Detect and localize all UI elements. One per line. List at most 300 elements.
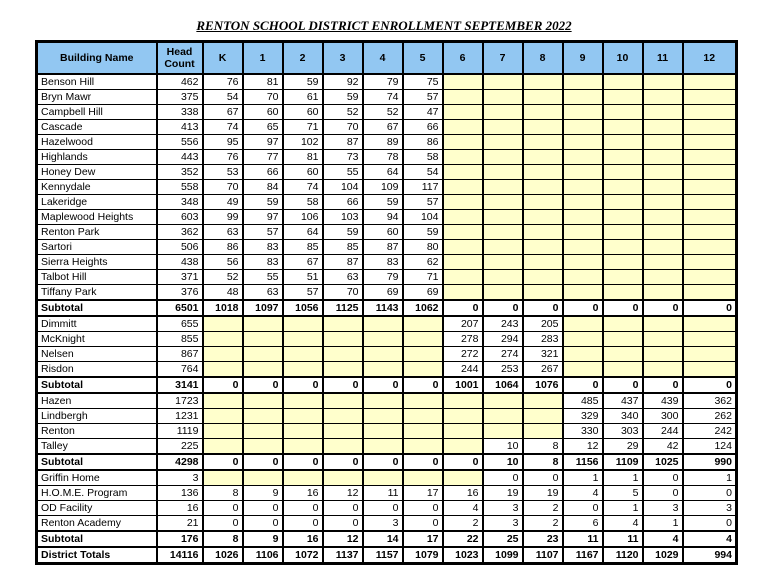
grade-cell: 1029	[643, 547, 683, 564]
column-header-11: 11	[643, 42, 683, 75]
table-row	[37, 240, 737, 255]
building-name-cell: Campbell Hill	[37, 105, 157, 120]
grade-cell: 109	[363, 180, 403, 195]
total-row	[37, 531, 737, 547]
grade-cell: 1120	[603, 547, 643, 564]
grade-cell: 74	[203, 120, 243, 135]
grade-cell: 54	[403, 165, 443, 180]
empty-grade-cell	[443, 439, 483, 455]
column-header-k: K	[203, 42, 243, 75]
empty-grade-cell	[683, 240, 737, 255]
grade-cell: 329	[563, 409, 603, 424]
grade-cell: 67	[203, 105, 243, 120]
grade-cell: 0	[523, 470, 563, 486]
grade-cell: 67	[283, 255, 323, 270]
grade-cell: 55	[323, 165, 363, 180]
grade-cell: 87	[323, 255, 363, 270]
grade-cell: 1056	[283, 300, 323, 316]
total-row	[37, 300, 737, 316]
grade-cell: 117	[403, 180, 443, 195]
grade-cell: 0	[283, 516, 323, 532]
grade-cell: 81	[243, 74, 283, 90]
grade-cell: 19	[523, 486, 563, 501]
grade-cell: 3	[483, 501, 523, 516]
building-name-cell: Risdon	[37, 362, 157, 378]
empty-grade-cell	[563, 270, 603, 285]
grade-cell: 0	[403, 501, 443, 516]
head-count-cell: 3141	[157, 377, 203, 393]
grade-cell: 63	[323, 270, 363, 285]
head-count-cell: 176	[157, 531, 203, 547]
empty-grade-cell	[683, 195, 737, 210]
empty-grade-cell	[523, 150, 563, 165]
empty-grade-cell	[683, 150, 737, 165]
grade-cell: 1143	[363, 300, 403, 316]
empty-grade-cell	[243, 470, 283, 486]
grade-cell: 57	[243, 225, 283, 240]
empty-grade-cell	[683, 225, 737, 240]
empty-grade-cell	[563, 332, 603, 347]
table-row	[37, 90, 737, 105]
empty-grade-cell	[243, 332, 283, 347]
empty-grade-cell	[603, 255, 643, 270]
empty-grade-cell	[323, 470, 363, 486]
table-row	[37, 516, 737, 532]
empty-grade-cell	[643, 347, 683, 362]
empty-grade-cell	[443, 150, 483, 165]
building-name-cell: Subtotal	[37, 454, 157, 470]
empty-grade-cell	[203, 393, 243, 409]
grade-cell: 0	[643, 486, 683, 501]
grade-cell: 0	[483, 470, 523, 486]
grade-cell: 3	[683, 501, 737, 516]
empty-grade-cell	[683, 362, 737, 378]
empty-grade-cell	[443, 225, 483, 240]
grade-cell: 8	[523, 439, 563, 455]
grade-cell: 0	[683, 377, 737, 393]
column-header-6: 6	[443, 42, 483, 75]
table-row	[37, 501, 737, 516]
empty-grade-cell	[643, 150, 683, 165]
empty-grade-cell	[523, 285, 563, 301]
grade-cell: 69	[363, 285, 403, 301]
empty-grade-cell	[563, 347, 603, 362]
grade-cell: 439	[643, 393, 683, 409]
head-count-cell: 556	[157, 135, 203, 150]
empty-grade-cell	[363, 347, 403, 362]
empty-grade-cell	[363, 409, 403, 424]
grade-cell: 59	[363, 195, 403, 210]
head-count-cell: 6501	[157, 300, 203, 316]
head-count-cell: 855	[157, 332, 203, 347]
grade-cell: 63	[243, 285, 283, 301]
grade-cell: 64	[283, 225, 323, 240]
grade-cell: 1	[683, 470, 737, 486]
empty-grade-cell	[603, 362, 643, 378]
grade-cell: 66	[403, 120, 443, 135]
grade-cell: 0	[403, 454, 443, 470]
grade-cell: 70	[323, 120, 363, 135]
grade-cell: 83	[243, 240, 283, 255]
grade-cell: 83	[363, 255, 403, 270]
empty-grade-cell	[443, 165, 483, 180]
empty-grade-cell	[523, 74, 563, 90]
empty-grade-cell	[563, 195, 603, 210]
empty-grade-cell	[603, 180, 643, 195]
grade-cell: 278	[443, 332, 483, 347]
grade-cell: 0	[203, 501, 243, 516]
empty-grade-cell	[243, 316, 283, 332]
empty-grade-cell	[483, 240, 523, 255]
empty-grade-cell	[483, 195, 523, 210]
empty-grade-cell	[683, 120, 737, 135]
empty-grade-cell	[523, 393, 563, 409]
building-name-cell: Highlands	[37, 150, 157, 165]
column-header-2: 2	[283, 42, 323, 75]
empty-grade-cell	[403, 316, 443, 332]
empty-grade-cell	[523, 105, 563, 120]
grade-cell: 76	[203, 150, 243, 165]
grade-cell: 79	[363, 74, 403, 90]
empty-grade-cell	[443, 255, 483, 270]
grade-cell: 1079	[403, 547, 443, 564]
grade-cell: 0	[363, 501, 403, 516]
grade-cell: 42	[643, 439, 683, 455]
grade-cell: 0	[523, 300, 563, 316]
building-name-cell: Tiffany Park	[37, 285, 157, 301]
grade-cell: 0	[683, 300, 737, 316]
grade-cell: 57	[403, 90, 443, 105]
head-count-cell: 438	[157, 255, 203, 270]
empty-grade-cell	[563, 105, 603, 120]
grade-cell: 3	[483, 516, 523, 532]
grade-cell: 124	[683, 439, 737, 455]
grade-cell: 0	[323, 501, 363, 516]
empty-grade-cell	[243, 409, 283, 424]
grade-cell: 1137	[323, 547, 363, 564]
grade-cell: 3	[363, 516, 403, 532]
empty-grade-cell	[563, 74, 603, 90]
empty-grade-cell	[443, 74, 483, 90]
column-header-4: 4	[363, 42, 403, 75]
grade-cell: 55	[243, 270, 283, 285]
grade-cell: 102	[283, 135, 323, 150]
grade-cell: 0	[283, 501, 323, 516]
grade-cell: 75	[403, 74, 443, 90]
empty-grade-cell	[483, 270, 523, 285]
empty-grade-cell	[603, 135, 643, 150]
building-name-cell: Subtotal	[37, 377, 157, 393]
grade-cell: 4	[683, 531, 737, 547]
empty-grade-cell	[563, 165, 603, 180]
grade-cell: 0	[283, 454, 323, 470]
grade-cell: 362	[683, 393, 737, 409]
grade-cell: 207	[443, 316, 483, 332]
grade-cell: 1001	[443, 377, 483, 393]
empty-grade-cell	[563, 120, 603, 135]
grade-cell: 253	[483, 362, 523, 378]
empty-grade-cell	[443, 180, 483, 195]
grade-cell: 47	[403, 105, 443, 120]
table-row	[37, 165, 737, 180]
grade-cell: 8	[523, 454, 563, 470]
grade-cell: 60	[283, 165, 323, 180]
grade-cell: 340	[603, 409, 643, 424]
total-row	[37, 454, 737, 470]
grade-cell: 58	[283, 195, 323, 210]
enrollment-table	[35, 40, 738, 565]
grade-cell: 70	[243, 90, 283, 105]
head-count-cell: 376	[157, 285, 203, 301]
head-count-cell: 136	[157, 486, 203, 501]
grade-cell: 60	[283, 105, 323, 120]
empty-grade-cell	[523, 225, 563, 240]
grade-cell: 0	[363, 454, 403, 470]
empty-grade-cell	[683, 180, 737, 195]
head-count-cell: 506	[157, 240, 203, 255]
empty-grade-cell	[643, 90, 683, 105]
table-row	[37, 120, 737, 135]
table-row	[37, 347, 737, 362]
head-count-cell: 603	[157, 210, 203, 225]
empty-grade-cell	[563, 285, 603, 301]
grade-cell: 52	[363, 105, 403, 120]
building-name-cell: Hazen	[37, 393, 157, 409]
grade-cell: 69	[403, 285, 443, 301]
grade-cell: 3	[643, 501, 683, 516]
head-count-cell: 375	[157, 90, 203, 105]
empty-grade-cell	[563, 90, 603, 105]
empty-grade-cell	[683, 285, 737, 301]
empty-grade-cell	[683, 347, 737, 362]
empty-grade-cell	[243, 439, 283, 455]
grade-cell: 19	[483, 486, 523, 501]
head-count-cell: 352	[157, 165, 203, 180]
empty-grade-cell	[483, 90, 523, 105]
building-name-cell: Benson Hill	[37, 74, 157, 90]
grade-cell: 23	[523, 531, 563, 547]
empty-grade-cell	[283, 332, 323, 347]
grade-cell: 1026	[203, 547, 243, 564]
grade-cell: 0	[443, 454, 483, 470]
grade-cell: 262	[683, 409, 737, 424]
grade-cell: 321	[523, 347, 563, 362]
empty-grade-cell	[323, 439, 363, 455]
grade-cell: 243	[483, 316, 523, 332]
grade-cell: 1106	[243, 547, 283, 564]
empty-grade-cell	[563, 316, 603, 332]
building-name-cell: McKnight	[37, 332, 157, 347]
column-header-8: 8	[523, 42, 563, 75]
empty-grade-cell	[643, 180, 683, 195]
grade-cell: 63	[203, 225, 243, 240]
grade-cell: 1018	[203, 300, 243, 316]
grade-cell: 60	[363, 225, 403, 240]
table-row	[37, 74, 737, 90]
grade-cell: 0	[203, 516, 243, 532]
column-header-9: 9	[563, 42, 603, 75]
grade-cell: 9	[243, 486, 283, 501]
empty-grade-cell	[643, 165, 683, 180]
empty-grade-cell	[603, 210, 643, 225]
grade-cell: 85	[323, 240, 363, 255]
empty-grade-cell	[603, 347, 643, 362]
head-count-cell: 14116	[157, 547, 203, 564]
grade-cell: 1076	[523, 377, 563, 393]
table-row	[37, 470, 737, 486]
grade-cell: 1097	[243, 300, 283, 316]
empty-grade-cell	[523, 424, 563, 439]
grade-cell: 61	[283, 90, 323, 105]
empty-grade-cell	[283, 393, 323, 409]
table-row	[37, 316, 737, 332]
grade-cell: 85	[283, 240, 323, 255]
grade-cell: 92	[323, 74, 363, 90]
empty-grade-cell	[563, 240, 603, 255]
empty-grade-cell	[443, 285, 483, 301]
empty-grade-cell	[323, 362, 363, 378]
grade-cell: 4	[563, 486, 603, 501]
column-header-7: 7	[483, 42, 523, 75]
grade-cell: 205	[523, 316, 563, 332]
empty-grade-cell	[523, 210, 563, 225]
head-count-cell: 1723	[157, 393, 203, 409]
head-count-cell: 348	[157, 195, 203, 210]
table-row	[37, 393, 737, 409]
grade-cell: 1	[603, 470, 643, 486]
building-name-cell: Talley	[37, 439, 157, 455]
grade-cell: 11	[563, 531, 603, 547]
grade-cell: 54	[203, 90, 243, 105]
grade-cell: 994	[683, 547, 737, 564]
head-count-cell: 21	[157, 516, 203, 532]
empty-grade-cell	[483, 105, 523, 120]
building-name-cell: District Totals	[37, 547, 157, 564]
empty-grade-cell	[483, 74, 523, 90]
empty-grade-cell	[603, 74, 643, 90]
grade-cell: 0	[363, 377, 403, 393]
empty-grade-cell	[563, 150, 603, 165]
grade-cell: 6	[563, 516, 603, 532]
empty-grade-cell	[643, 255, 683, 270]
table-row	[37, 150, 737, 165]
grade-cell: 244	[643, 424, 683, 439]
empty-grade-cell	[563, 225, 603, 240]
building-name-cell: Nelsen	[37, 347, 157, 362]
grade-cell: 0	[483, 300, 523, 316]
grade-cell: 9	[243, 531, 283, 547]
empty-grade-cell	[643, 270, 683, 285]
head-count-cell: 867	[157, 347, 203, 362]
empty-grade-cell	[283, 424, 323, 439]
empty-grade-cell	[323, 424, 363, 439]
grade-cell: 12	[323, 531, 363, 547]
building-name-cell: Kennydale	[37, 180, 157, 195]
grade-cell: 1099	[483, 547, 523, 564]
building-name-cell: Dimmitt	[37, 316, 157, 332]
empty-grade-cell	[683, 165, 737, 180]
building-name-cell: Maplewood Heights	[37, 210, 157, 225]
grade-cell: 97	[243, 210, 283, 225]
empty-grade-cell	[643, 120, 683, 135]
empty-grade-cell	[203, 316, 243, 332]
head-count-cell: 225	[157, 439, 203, 455]
grade-cell: 59	[243, 195, 283, 210]
empty-grade-cell	[603, 225, 643, 240]
grade-cell: 0	[403, 377, 443, 393]
empty-grade-cell	[603, 270, 643, 285]
total-row	[37, 547, 737, 564]
empty-grade-cell	[363, 332, 403, 347]
empty-grade-cell	[483, 393, 523, 409]
empty-grade-cell	[323, 332, 363, 347]
building-name-cell: Renton Academy	[37, 516, 157, 532]
table-row	[37, 439, 737, 455]
empty-grade-cell	[523, 165, 563, 180]
empty-grade-cell	[283, 362, 323, 378]
building-name-cell: Talbot Hill	[37, 270, 157, 285]
grade-cell: 48	[203, 285, 243, 301]
column-header-10: 10	[603, 42, 643, 75]
page-title: RENTON SCHOOL DISTRICT ENROLLMENT SEPTEMBER 2022	[196, 18, 572, 33]
empty-grade-cell	[363, 362, 403, 378]
head-count-cell: 1119	[157, 424, 203, 439]
grade-cell: 66	[243, 165, 283, 180]
grade-cell: 104	[403, 210, 443, 225]
grade-cell: 17	[403, 486, 443, 501]
grade-cell: 81	[283, 150, 323, 165]
empty-grade-cell	[443, 470, 483, 486]
empty-grade-cell	[203, 409, 243, 424]
empty-grade-cell	[443, 135, 483, 150]
table-row	[37, 332, 737, 347]
grade-cell: 330	[563, 424, 603, 439]
empty-grade-cell	[203, 439, 243, 455]
grade-cell: 59	[283, 74, 323, 90]
head-count-cell: 16	[157, 501, 203, 516]
grade-cell: 103	[323, 210, 363, 225]
grade-cell: 1157	[363, 547, 403, 564]
grade-cell: 303	[603, 424, 643, 439]
empty-grade-cell	[443, 210, 483, 225]
grade-cell: 5	[603, 486, 643, 501]
empty-grade-cell	[403, 409, 443, 424]
empty-grade-cell	[363, 393, 403, 409]
table-row	[37, 409, 737, 424]
empty-grade-cell	[203, 347, 243, 362]
empty-grade-cell	[643, 105, 683, 120]
empty-grade-cell	[603, 240, 643, 255]
empty-grade-cell	[323, 347, 363, 362]
empty-grade-cell	[603, 150, 643, 165]
empty-grade-cell	[443, 105, 483, 120]
grade-cell: 1125	[323, 300, 363, 316]
table-row	[37, 255, 737, 270]
building-name-cell: Renton Park	[37, 225, 157, 240]
grade-cell: 89	[363, 135, 403, 150]
grade-cell: 272	[443, 347, 483, 362]
empty-grade-cell	[643, 316, 683, 332]
grade-cell: 57	[283, 285, 323, 301]
empty-grade-cell	[523, 135, 563, 150]
grade-cell: 22	[443, 531, 483, 547]
empty-grade-cell	[283, 439, 323, 455]
grade-cell: 0	[323, 454, 363, 470]
empty-grade-cell	[243, 347, 283, 362]
empty-grade-cell	[283, 316, 323, 332]
empty-grade-cell	[683, 255, 737, 270]
empty-grade-cell	[603, 316, 643, 332]
